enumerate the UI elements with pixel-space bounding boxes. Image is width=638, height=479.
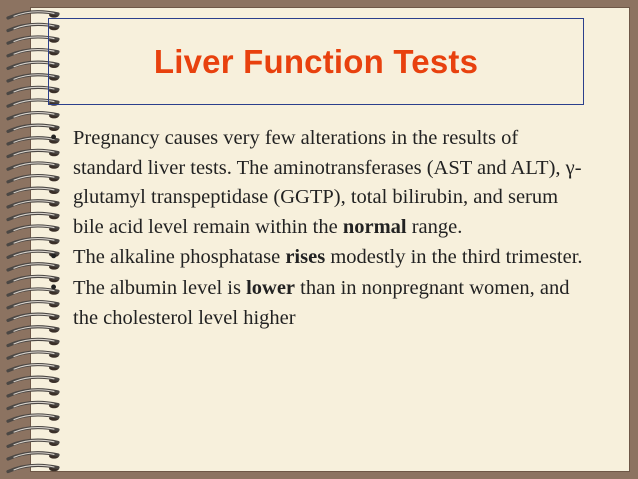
binding-ring bbox=[8, 365, 59, 371]
bullet-text: than in nonpregnant women, and the cholesterol level higher bbox=[73, 276, 570, 329]
binding-ring bbox=[8, 113, 59, 119]
binding-ring bbox=[8, 453, 59, 459]
binding-ring bbox=[8, 339, 59, 345]
binding-ring bbox=[8, 428, 59, 434]
bullet-text: Pregnancy causes very few alterations in the results of standard liver tests. The aminotransferases (AST and ALT), γ-glutamyl transpeptidase (GGTP), total bilirubin, and serum bile acid level remain within the bbox=[73, 127, 582, 238]
bullet-marker: • bbox=[50, 127, 58, 149]
bullet-emphasis: rises bbox=[285, 246, 326, 269]
bullet-text: range. bbox=[406, 215, 463, 238]
bullet-text: The albumin level is bbox=[73, 276, 247, 299]
binding-ring bbox=[8, 390, 59, 396]
binding-ring bbox=[8, 377, 59, 383]
bullet-item bbox=[50, 124, 590, 242]
title-frame bbox=[48, 18, 584, 105]
bullet-marker: • bbox=[50, 276, 58, 299]
binding-ring bbox=[8, 352, 59, 358]
binding-ring bbox=[8, 402, 59, 408]
binding-ring bbox=[8, 465, 59, 471]
bullet-text: modestly in the third trimester. bbox=[325, 246, 583, 269]
binding-ring bbox=[8, 440, 59, 446]
bullet-list bbox=[50, 124, 590, 334]
bullet-item bbox=[50, 243, 590, 273]
binding-ring bbox=[8, 415, 59, 421]
bullet-text: The alkaline phosphatase bbox=[73, 246, 286, 269]
bullet-item bbox=[50, 274, 590, 333]
slide-title: Liver Function Tests bbox=[153, 42, 479, 80]
bullet-marker: • bbox=[50, 246, 58, 269]
bullet-emphasis: lower bbox=[246, 276, 296, 299]
bullet-emphasis: normal bbox=[342, 215, 407, 238]
